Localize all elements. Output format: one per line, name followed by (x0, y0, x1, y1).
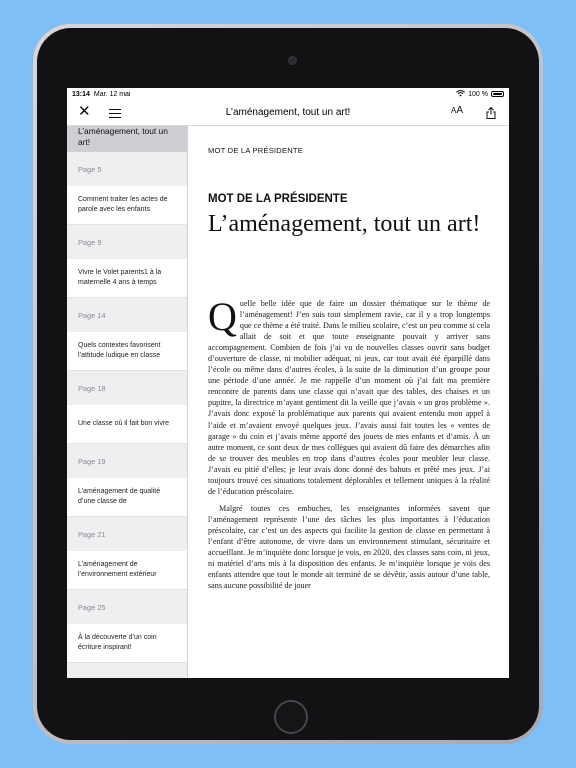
status-date: Mar. 12 mai (93, 90, 131, 98)
wifi-icon (456, 90, 465, 99)
toc-entry[interactable]: À la découverte d’un coin écriture inspirant! (67, 624, 187, 663)
drop-cap: Q (208, 294, 237, 339)
nav-title: L’aménagement, tout un art! (225, 107, 351, 118)
toc-page-label: Page 25 (78, 602, 106, 612)
article-reader (188, 126, 509, 678)
close-icon[interactable]: ✕ (78, 103, 91, 120)
article-body (208, 294, 490, 597)
table-of-contents-sidebar (67, 126, 188, 678)
home-button[interactable] (274, 700, 308, 734)
front-camera (288, 56, 297, 65)
article-kicker: MOT DE LA PRÉSIDENTE (208, 193, 348, 205)
font-size-icon[interactable] (451, 105, 463, 116)
font-small-letter: A (451, 106, 457, 115)
screen (67, 88, 509, 678)
toc-page-label: Page 18 (78, 383, 106, 393)
toc-page-label: Page 9 (78, 237, 102, 247)
article-paragraph (208, 294, 490, 497)
toc-page-label: Page 5 (78, 164, 102, 174)
battery-icon (491, 91, 504, 97)
battery-percent: 100 % (468, 90, 488, 98)
status-right (456, 90, 504, 99)
status-time: 13:14 (72, 90, 90, 98)
toc-active-item[interactable]: L’aménagement, tout un art! (67, 126, 187, 152)
toc-entry[interactable]: Comment traiter les actes de parole avec les enfants (67, 186, 187, 225)
article-title: L’aménagement, tout un art! (208, 211, 481, 237)
toc-entry[interactable]: Vivre le Volet parents1 à la maternelle 4 ans à temps (67, 259, 187, 298)
toc-entry[interactable]: L’aménagement de l’environnement extérieur (67, 551, 187, 590)
toc-page-label: Page 21 (78, 529, 106, 539)
toc-entry[interactable]: Quels contextes favorisent l’attitude ludique en classe (67, 332, 187, 371)
toc-entry[interactable]: L’aménagement de qualité d’une classe de (67, 478, 187, 517)
toc-page-label: Page 19 (78, 456, 106, 466)
status-bar (67, 88, 509, 100)
share-icon[interactable] (486, 106, 496, 118)
navigation-bar (67, 100, 509, 126)
article-paragraph: Malgré toutes ces embuches, les enseignantes informées savent que l’aménagement représente l’une des tâches les plus importantes à l’éducation préscolaire, car c’est un des aspects qui facilite la gestion de classe en permettant à l’enfant d’être autonome, de vivre dans un environnement stimulant, sécuritaire et accueillant. Je m’inquiète donc lorsque je vois, en 2020, des classes sans coin, ni jeux, ni matériel d’arts mis à la disposition des enfants. Je m’inquiète lorsque je vois des enfants attendre que tout le monde ait terminé de se dévêtir, assis autour d’une table, sans aucune possibilité de jouer (208, 503, 490, 591)
paragraph-text: uelle belle idée que de faire un dossier thématique sur le thème de l’aménagement! J’en suis tout simplement ravie, car il y a trop longtemps que ce thème a été traité. Dans le milieu scolaire, c’est un peu comme si cela allait de soit et que toute enseignante pouvait y arriver sans accompagnement. Combien de fois j’ai vu de nouvelles classes ouvrir sans budget d’ouverture de classe, ni mobilier adéquat, ni jeux, car tout avait été éparpillé dans l’école ou même dans d’autres écoles, à la suite de la diminution d’un groupe pour une période d’une année. Je me rappelle d’un moment où j’ai fait ma première rencontre de parents dans une classe qui n’avait que des tables, des chaises et un pupitre, la directrice m’ayant gentiment dit la veille que j’avais « un gros problème ». J’avais donc exposé la problématique aux parents qui avaient entendu mon appel à l’aide et m’avaient envoyé quelques jeux. J’avais aussi fait toutes les « ventes de garage » du coin et j’avais même apporté des jouets de mes enfants et d’amis. À un autre moment, ce sont deux de mes collègues qui avaient dû faire des démarches afin de se trouver des meubles en trop dans d’autres écoles pour meubler leur classe. J’avais eu pitié d’elles; je leur avais donc donné des bahuts et prêté mes jeux. J’ai toujours trouvé ces situations totalement déplorables et tellement uniques à la réalité de l’éducation préscolaire. (208, 299, 490, 496)
font-big-letter: A (456, 105, 464, 116)
section-label: MOT DE LA PRÉSIDENTE (208, 146, 304, 155)
toc-page-label: Page 14 (78, 310, 106, 320)
toc-entry[interactable]: Une classe où il fait bon vivre (67, 405, 187, 444)
